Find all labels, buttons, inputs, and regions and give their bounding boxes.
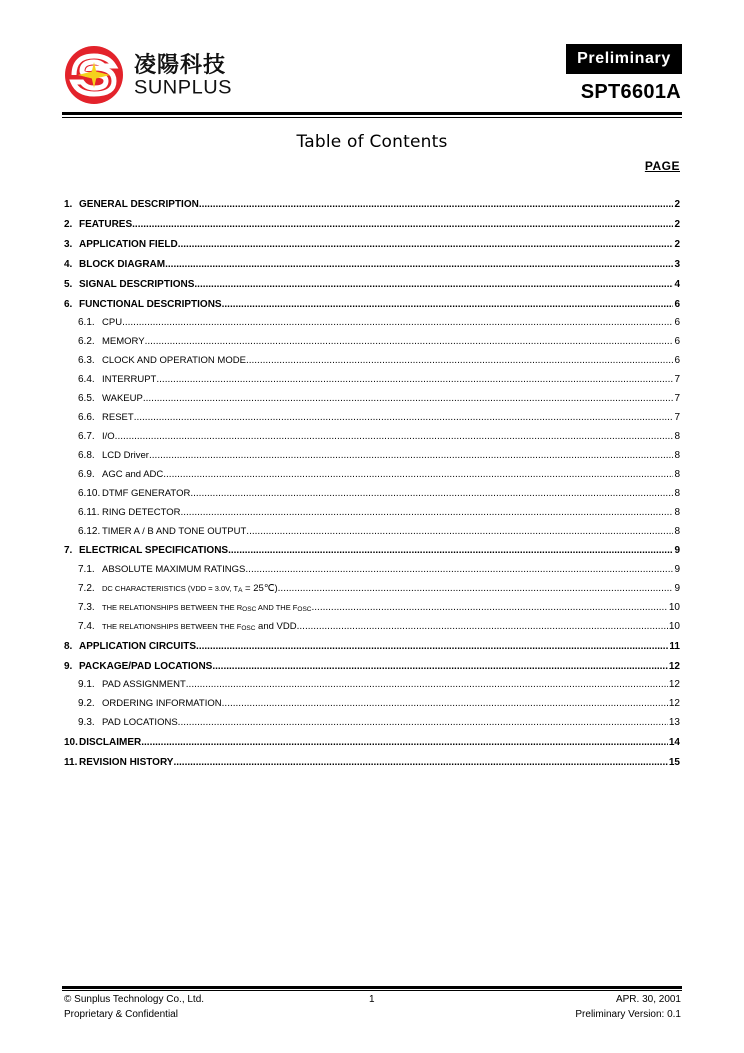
toc-subentry[interactable] — [64, 314, 680, 328]
toc-entry-number: 6.12. — [78, 526, 101, 537]
dot-leader — [156, 374, 673, 385]
toc-entry-number: 9.2. — [78, 698, 95, 709]
dot-leader — [178, 239, 674, 250]
toc-subentry[interactable] — [64, 523, 680, 537]
toc-entry-title: WAKEUP — [102, 393, 143, 404]
toc-subentry[interactable] — [64, 695, 680, 709]
toc-entry-page: 12 — [668, 679, 680, 690]
toc-entry-title: APPLICATION FIELD — [79, 239, 178, 250]
toc-entry-page: 2 — [674, 239, 680, 250]
footer-rule-thin — [62, 990, 682, 991]
toc-entry-number: 4. — [64, 259, 73, 270]
dot-leader — [222, 299, 674, 310]
dot-leader — [222, 698, 668, 709]
toc-subentry[interactable] — [64, 714, 680, 728]
dot-leader — [196, 641, 668, 652]
toc-entry-number: 9.1. — [78, 679, 95, 690]
toc-entry-title: FEATURES — [79, 219, 133, 230]
toc-entry-title: MEMORY — [102, 336, 145, 347]
toc-entry-number: 6.4. — [78, 374, 95, 385]
toc-entry[interactable] — [64, 638, 680, 652]
toc-entry-page: 15 — [668, 757, 680, 768]
sunplus-emblem-icon — [64, 44, 126, 106]
dot-leader — [212, 661, 668, 672]
toc-entry-number: 6.5. — [78, 393, 95, 404]
dot-leader — [228, 545, 673, 556]
toc-subentry[interactable] — [64, 504, 680, 518]
dot-leader — [190, 488, 673, 499]
footer-page-number: 1 — [369, 994, 375, 1005]
toc-entry-number: 9.3. — [78, 717, 95, 728]
toc-entry-title: INTERRUPT — [102, 374, 157, 385]
toc-entry-page: 8 — [674, 507, 680, 518]
toc-subentry[interactable] — [64, 676, 680, 690]
toc-entry-title: PAD LOCATIONS — [102, 717, 178, 728]
toc-subentry[interactable] — [64, 485, 680, 499]
toc-entry-page: 6 — [674, 317, 680, 328]
toc-entry-number: 6.8. — [78, 450, 95, 461]
toc-subentry[interactable] — [64, 466, 680, 480]
toc-entry-title: THE RELATIONSHIPS BETWEEN THE $F_{OSC}$ and VDD — [102, 621, 297, 632]
toc-entry-number: 10. — [64, 737, 78, 748]
toc-entry-page: 9 — [674, 583, 680, 594]
toc-entry-number: 6.10. — [78, 488, 101, 499]
toc-entry-title: PAD ASSIGNMENT — [102, 679, 186, 690]
toc-subentry[interactable] — [64, 352, 680, 366]
toc-entry-title: I/O — [102, 431, 115, 442]
dot-leader — [199, 199, 674, 210]
toc-entry[interactable] — [64, 296, 680, 310]
dot-leader — [143, 393, 674, 404]
preliminary-badge: Preliminary — [566, 44, 682, 74]
dot-leader — [278, 583, 674, 594]
toc-entry-number: 6.3. — [78, 355, 95, 366]
toc-subentry[interactable] — [64, 428, 680, 442]
toc-entry-title: GENERAL DESCRIPTION — [79, 199, 199, 210]
toc-entry-page: 10 — [668, 602, 680, 613]
toc-entry-number: 8. — [64, 641, 73, 652]
dot-leader — [173, 757, 667, 768]
toc-entry-title: REVISION HISTORY — [79, 757, 174, 768]
toc-subentry[interactable] — [64, 618, 680, 632]
toc-entry-title: DISCLAIMER — [79, 737, 142, 748]
toc-entry-number: 5. — [64, 279, 73, 290]
toc-subentry[interactable] — [64, 561, 680, 575]
toc-entry-number: 2. — [64, 219, 73, 230]
toc-entry-page: 8 — [674, 450, 680, 461]
toc-entry[interactable] — [64, 734, 680, 748]
toc-entry[interactable] — [64, 276, 680, 290]
dot-leader — [311, 602, 667, 613]
header-rule-thick — [62, 112, 682, 115]
footer-rule-thick — [62, 986, 682, 989]
toc-entry-page: 7 — [674, 374, 680, 385]
toc-entry-page: 11 — [669, 641, 680, 652]
toc-entry-page: 9 — [674, 564, 680, 575]
toc-entry-page: 8 — [674, 431, 680, 442]
toc-entry-number: 6.6. — [78, 412, 95, 423]
toc-entry-title: CPU — [102, 317, 123, 328]
footer-copyright: © Sunplus Technology Co., Ltd. — [64, 994, 205, 1005]
toc-entry-page: 2 — [674, 199, 680, 210]
toc-entry-page: 4 — [674, 279, 680, 290]
toc-entry[interactable] — [64, 256, 680, 270]
toc-entry-number: 6. — [64, 299, 73, 310]
toc-entry[interactable] — [64, 216, 680, 230]
toc-entry-number: 1. — [64, 199, 73, 210]
dot-leader — [246, 355, 674, 366]
dot-leader — [297, 621, 668, 632]
toc-entry-title: THE RELATIONSHIPS BETWEEN THE $R_{OSC}$ AND THE $F_{OSC}$ — [102, 603, 312, 613]
toc-entry-number: 7.4. — [78, 621, 95, 632]
dot-leader — [194, 279, 673, 290]
toc-entry-title: DC CHARACTERISTICS (VDD = 3.0V, $T_A$ = 25℃) — [102, 583, 278, 594]
dot-leader — [145, 336, 674, 347]
dot-leader — [149, 450, 673, 461]
dot-leader — [132, 219, 673, 230]
toc-entry-number: 6.11. — [78, 507, 100, 518]
toc-entry[interactable] — [64, 196, 680, 210]
toc-entry-title: TIMER A / B AND TONE OUTPUT — [102, 526, 247, 537]
dot-leader — [186, 679, 668, 690]
toc-entry-page: 6 — [674, 336, 680, 347]
toc-entry[interactable] — [64, 658, 680, 672]
dot-leader — [122, 317, 673, 328]
toc-entry-number: 7.2. — [78, 583, 95, 594]
toc-entry-title: ORDERING INFORMATION — [102, 698, 222, 709]
toc-entry[interactable] — [64, 236, 680, 250]
toc-entry-page: 2 — [674, 219, 680, 230]
toc-entry-title: AGC and ADC — [102, 469, 164, 480]
toc-entry-page: 3 — [674, 259, 680, 270]
toc-entry-title: PACKAGE/PAD LOCATIONS — [79, 661, 213, 672]
toc-entry-title: ELECTRICAL SPECIFICATIONS — [79, 545, 229, 556]
toc-entry-page: 14 — [668, 737, 680, 748]
toc-entry-page: 8 — [674, 469, 680, 480]
toc-entry-number: 11. — [64, 757, 78, 768]
page-column-header: PAGE — [644, 159, 680, 173]
toc-entry-page: 6 — [674, 299, 680, 310]
toc-entry-number: 6.9. — [78, 469, 95, 480]
toc-entry-page: 8 — [674, 488, 680, 499]
toc-subentry[interactable] — [64, 599, 680, 613]
dot-leader — [245, 564, 673, 575]
footer-confidential: Proprietary & Confidential — [64, 1009, 178, 1020]
toc-entry[interactable] — [64, 754, 680, 768]
toc-entry-page: 8 — [674, 526, 680, 537]
toc-entry-number: 6.7. — [78, 431, 95, 442]
toc-entry-number: 7. — [64, 545, 73, 556]
toc-entry-title: RESET — [102, 412, 134, 423]
toc-entry[interactable] — [64, 542, 680, 556]
toc-entry-page: 12 — [668, 661, 680, 672]
toc-subentry[interactable] — [64, 390, 680, 404]
part-number: SPT6601A — [580, 81, 681, 103]
dot-leader — [134, 412, 674, 423]
header-rule-thin — [62, 117, 682, 118]
toc-subentry[interactable] — [64, 447, 680, 461]
sunplus-logo — [64, 44, 234, 106]
toc-entry-title: ABSOLUTE MAXIMUM RATINGS — [102, 564, 246, 575]
toc-entry-page: 6 — [674, 355, 680, 366]
toc-entry-page: 9 — [674, 545, 680, 556]
dot-leader — [163, 469, 673, 480]
toc-entry-page: 7 — [674, 393, 680, 404]
toc-entry-title: CLOCK AND OPERATION MODE — [102, 355, 246, 366]
toc-subentry[interactable] — [64, 580, 680, 594]
toc-entry-number: 7.1. — [78, 564, 95, 575]
dot-leader — [165, 259, 673, 270]
dot-leader — [180, 507, 673, 518]
toc-subentry[interactable] — [64, 409, 680, 423]
toc-entry-title: FUNCTIONAL DESCRIPTIONS — [79, 299, 222, 310]
footer-version: Preliminary Version: 0.1 — [575, 1009, 681, 1020]
toc-entry-title: APPLICATION CIRCUITS — [79, 641, 197, 652]
toc-subentry[interactable] — [64, 371, 680, 385]
toc-entry-number: 9. — [64, 661, 73, 672]
dot-leader — [141, 737, 668, 748]
toc-entry-page: 13 — [668, 717, 680, 728]
toc-entry-title: RING DETECTOR — [102, 507, 181, 518]
dot-leader — [178, 717, 668, 728]
dot-leader — [246, 526, 673, 537]
toc-entry-number: 3. — [64, 239, 73, 250]
toc-subentry[interactable] — [64, 333, 680, 347]
toc-entry-number: 7.3. — [78, 602, 95, 613]
toc-entry-title: DTMF GENERATOR — [102, 488, 191, 499]
company-name-chinese: 凌陽科技 — [134, 53, 227, 78]
toc-title: Table of Contents — [296, 132, 448, 152]
toc-entry-page: 10 — [668, 621, 680, 632]
dot-leader — [115, 431, 674, 442]
toc-entry-number: 6.1. — [78, 317, 95, 328]
company-name-english: SUNPLUS — [134, 77, 232, 99]
toc-entry-page: 12 — [668, 698, 680, 709]
toc-entry-page: 7 — [674, 412, 680, 423]
footer-date: APR. 30, 2001 — [615, 994, 681, 1005]
toc-entry-title: SIGNAL DESCRIPTIONS — [79, 279, 195, 290]
toc-entry-title: BLOCK DIAGRAM — [79, 259, 166, 270]
toc-entry-number: 6.2. — [78, 336, 95, 347]
toc-entry-title: LCD Driver — [102, 450, 149, 461]
